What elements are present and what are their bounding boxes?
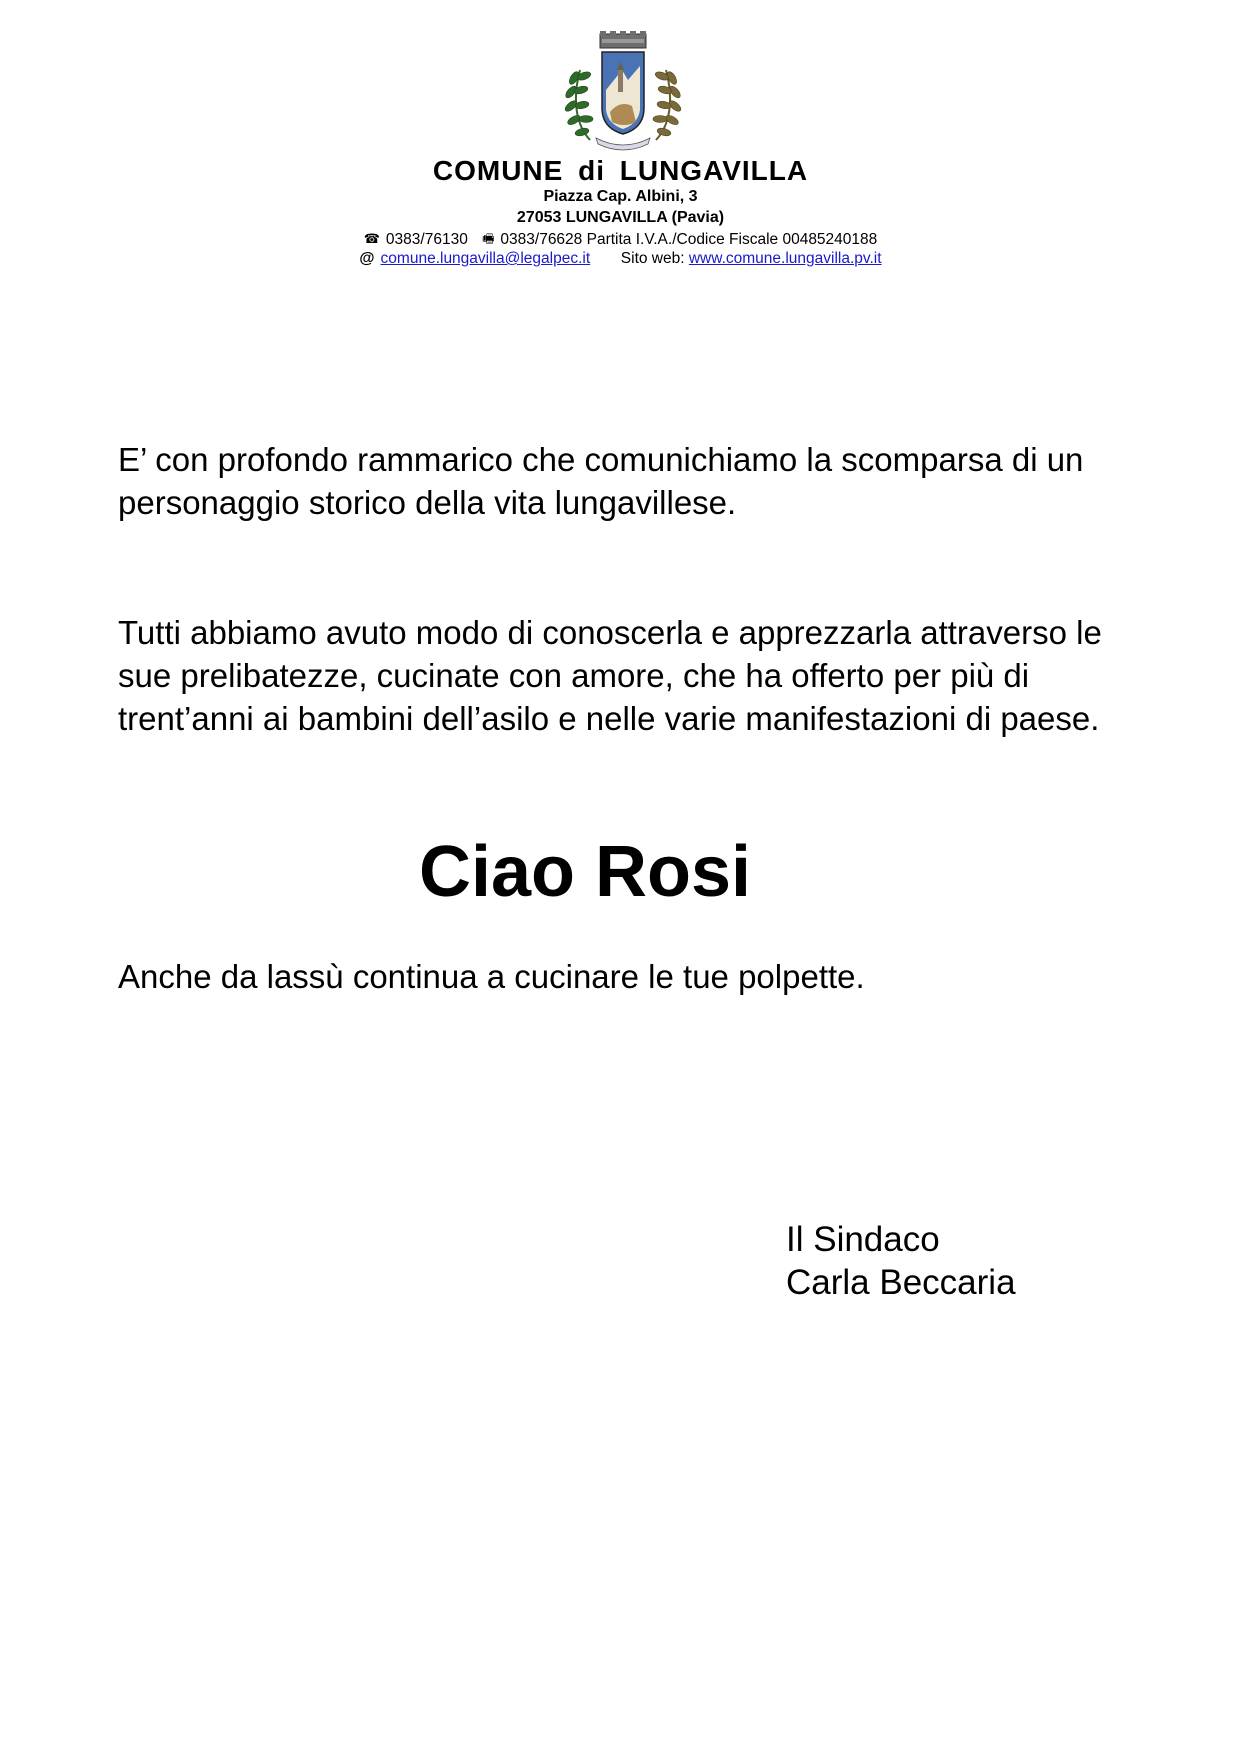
email-symbol: @ [359, 250, 375, 267]
signature-role: Il Sindaco [786, 1220, 940, 1259]
address-street: Piazza Cap. Albini, 3 [543, 188, 698, 205]
farewell-title: Ciao Rosi [418, 832, 752, 912]
phone-number: 0383/76130 [385, 231, 468, 248]
telephone-icon: ☎ [363, 231, 380, 246]
website-link[interactable]: www.comune.lungavilla.pv.it [688, 250, 882, 267]
contact-line [0, 230, 1241, 252]
email-link[interactable]: comune.lungavilla@legalpec.it [380, 250, 591, 267]
signature-name: Carla Beccaria [786, 1263, 1016, 1302]
address-city: 27053 LUNGAVILLA (Pavia) [516, 209, 725, 226]
municipal-crest-icon [562, 30, 684, 156]
website-label: Sito web: [620, 250, 685, 267]
web-contact-line [0, 250, 1241, 268]
paragraph-closing: Anche da lassù continua a cucinare le tue polpette. [118, 958, 865, 995]
organization-name: COMUNE di LUNGAVILLA [432, 155, 809, 186]
fax-icon: 🖷 [482, 231, 495, 246]
tax-id: Partita I.V.A./Codice Fiscale 00485240188 [586, 231, 878, 248]
signature-block [786, 1218, 1016, 1304]
paragraph-announcement: E’ con profondo rammarico che comunichiamo la scomparsa di un personaggio storico della vita lungavillese. [118, 441, 1084, 521]
paragraph-tribute: Tutti abbiamo avuto modo di conoscerla e apprezzarla attraverso le sue prelibatezze, cucinate con amore, che ha offerto per più di trent’anni ai bambini dell’asilo e nelle varie manifestazioni di paese. [118, 614, 1102, 737]
fax-number: 0383/76628 [500, 231, 583, 248]
